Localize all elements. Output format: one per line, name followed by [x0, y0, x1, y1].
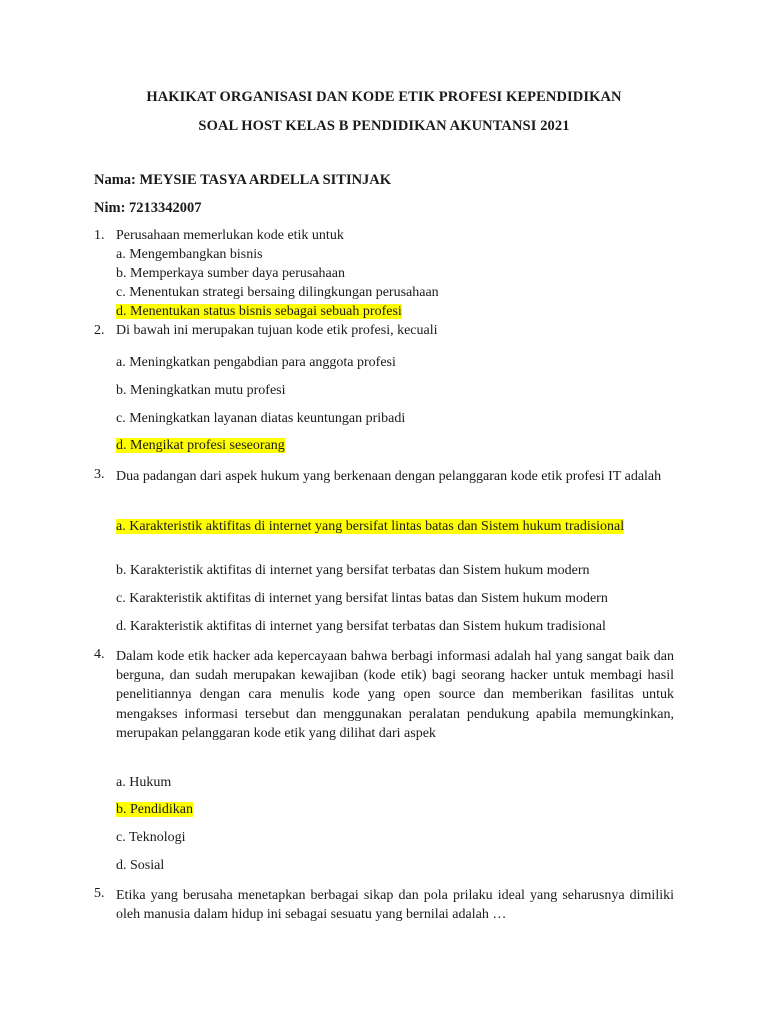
highlighted-answer: d. Menentukan status bisnis sebagai sebuah profesi [116, 304, 402, 319]
option-a-answer [116, 517, 674, 536]
option-b-answer [116, 802, 193, 818]
highlighted-answer: a. Karakteristik aktifitas di internet yang bersifat lintas batas dan Sistem hukum tradisional [116, 519, 625, 534]
option-c: c. Meningkatkan layanan diatas keuntungan pribadi [116, 411, 406, 426]
highlighted-answer: d. Mengikat profesi seseorang [116, 438, 285, 453]
option-a: a. Meningkatkan pengabdian para anggota profesi [116, 355, 396, 370]
question-text: Dalam kode etik hacker ada kepercayaan bahwa berbagi informasi adalah hal yang sangat baik dan berguna, dan sudah merupakan kewajiban (kode etik) bagi seorang hacker untuk membagi hasil penelitiannya dengan cara menulis kode yang open source dan memberikan fasilitas untuk mengakses informasi tersebut dan menggunakan peralatan pendukung apabila memungkinkan, merupakan pelanggaran kode etik yang dilihat dari aspek [116, 649, 674, 741]
question-number: 2. [94, 323, 105, 338]
question-text: Di bawah ini merupakan tujuan kode etik profesi, kecuali [116, 323, 438, 338]
option-c: c. Karakteristik aktifitas di internet yang bersifat lintas batas dan Sistem hukum modern [116, 591, 608, 606]
option-b: b. Memperkaya sumber daya perusahaan [116, 266, 345, 281]
option-c: c. Teknologi [116, 830, 186, 845]
question-number: 5. [94, 886, 105, 901]
question-text: Etika yang berusaha menetapkan berbagai sikap dan pola prilaku ideal yang seharusnya dimiliki oleh manusia dalam hidup ini sebagai sesuatu yang bernilai adalah … [116, 888, 674, 923]
option-d-answer [116, 304, 402, 320]
question-number: 3. [94, 467, 105, 482]
student-name: Nama: MEYSIE TASYA ARDELLA SITINJAK [94, 172, 392, 188]
highlighted-answer: b. Pendidikan [116, 802, 193, 817]
option-d: d. Karakteristik aktifitas di internet yang bersifat terbatas dan Sistem hukum tradisional [116, 619, 606, 634]
document-title: HAKIKAT ORGANISASI DAN KODE ETIK PROFESI KEPENDIDIKAN [146, 89, 622, 105]
question-text: Perusahaan memerlukan kode etik untuk [116, 228, 344, 243]
question-number: 4. [94, 647, 105, 662]
question-text: Dua padangan dari aspek hukum yang berkenaan dengan pelanggaran kode etik profesi IT adalah [116, 469, 662, 484]
question-number: 1. [94, 228, 105, 243]
student-nim: Nim: 7213342007 [94, 200, 202, 216]
option-d-answer [116, 438, 285, 454]
option-b: b. Meningkatkan mutu profesi [116, 383, 286, 398]
option-c: c. Menentukan strategi bersaing dilingkungan perusahaan [116, 285, 439, 300]
option-a: a. Mengembangkan bisnis [116, 247, 263, 262]
document-subtitle: SOAL HOST KELAS B PENDIDIKAN AKUNTANSI 2021 [198, 118, 570, 134]
option-d: d. Sosial [116, 858, 165, 873]
option-b: b. Karakteristik aktifitas di internet yang bersifat terbatas dan Sistem hukum modern [116, 563, 590, 578]
option-a: a. Hukum [116, 775, 172, 790]
